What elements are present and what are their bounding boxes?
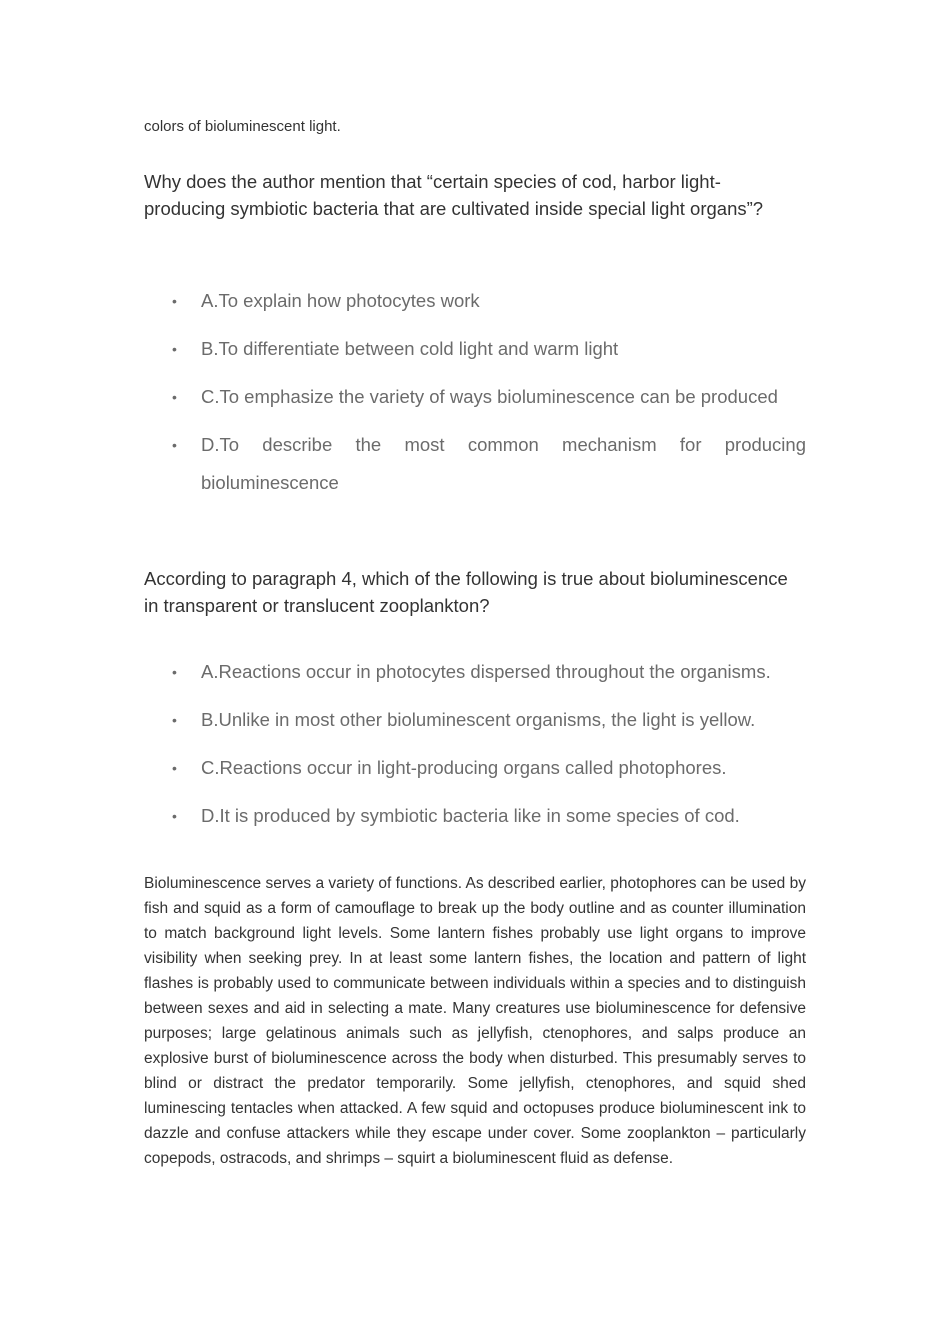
question-1-options <box>144 282 806 512</box>
option-label: D.To describe the most common mechanism for producing bioluminescence <box>201 434 806 493</box>
bullet-icon: • <box>172 760 177 776</box>
question-1-option-c[interactable] <box>144 378 806 416</box>
question-1-prompt: Why does the author mention that “certain species of cod, harbor light-producing symbiotic bacteria that are cultivated inside special light organs”? <box>144 171 764 219</box>
passage-paragraph: Bioluminescence serves a variety of functions. As described earlier, photophores can be used by fish and squid as a form of camouflage to break up the body outline and as counter illumination to match background light levels. Some lantern fishes probably use light organs to improve visibility when seeking prey. In at least some lantern fishes, the location and pattern of light flashes is probably used to communicate between individuals within a species and to distinguish between sexes and aid in selecting a mate. Many creatures use bioluminescence for defensive purposes; large gelatinous animals such as jellyfish, ctenophores, and salps produce an explosive burst of bioluminescence across the body when disturbed. This presumably serves to blind or distract the predator temporarily. Some jellyfish, ctenophores, and squid shed luminescing tentacles when attacked. A few squid and octopuses produce bioluminescent ink to dazzle and confuse attackers while they escape under cover. Some zooplankton – particularly copepods, ostracods, and shrimps – squirt a bioluminescent fluid as defense. <box>144 875 806 1167</box>
question-2-option-c[interactable] <box>144 749 806 787</box>
bullet-icon: • <box>172 808 177 824</box>
option-label: D.It is produced by symbiotic bacteria like in some species of cod. <box>201 805 740 826</box>
question-2-option-d[interactable] <box>144 797 806 835</box>
question-2-option-b[interactable] <box>144 701 806 739</box>
text-fragment: colors of bioluminescent light. <box>144 118 341 135</box>
option-label: C.To emphasize the variety of ways bioluminescence can be produced <box>201 386 778 407</box>
option-label: C.Reactions occur in light-producing organs called photophores. <box>201 757 727 778</box>
bullet-icon: • <box>172 293 177 309</box>
option-label: A.Reactions occur in photocytes dispersed throughout the organisms. <box>201 661 771 682</box>
bullet-icon: • <box>172 664 177 680</box>
bullet-icon: • <box>172 341 177 357</box>
option-label: B.Unlike in most other bioluminescent organisms, the light is yellow. <box>201 709 756 730</box>
bullet-icon: • <box>172 712 177 728</box>
question-1-option-a[interactable] <box>144 282 806 320</box>
bullet-icon: • <box>172 389 177 405</box>
option-label: A.To explain how photocytes work <box>201 290 480 311</box>
question-2-option-a[interactable] <box>144 653 806 691</box>
option-label: B.To differentiate between cold light and warm light <box>201 338 619 359</box>
document-page <box>144 0 806 1344</box>
question-2-prompt: According to paragraph 4, which of the following is true about bioluminescence in transparent or translucent zooplankton? <box>144 568 788 616</box>
question-1-option-d[interactable] <box>144 426 806 502</box>
question-1-option-b[interactable] <box>144 330 806 368</box>
bullet-icon: • <box>172 437 177 453</box>
question-2-options <box>144 653 806 845</box>
